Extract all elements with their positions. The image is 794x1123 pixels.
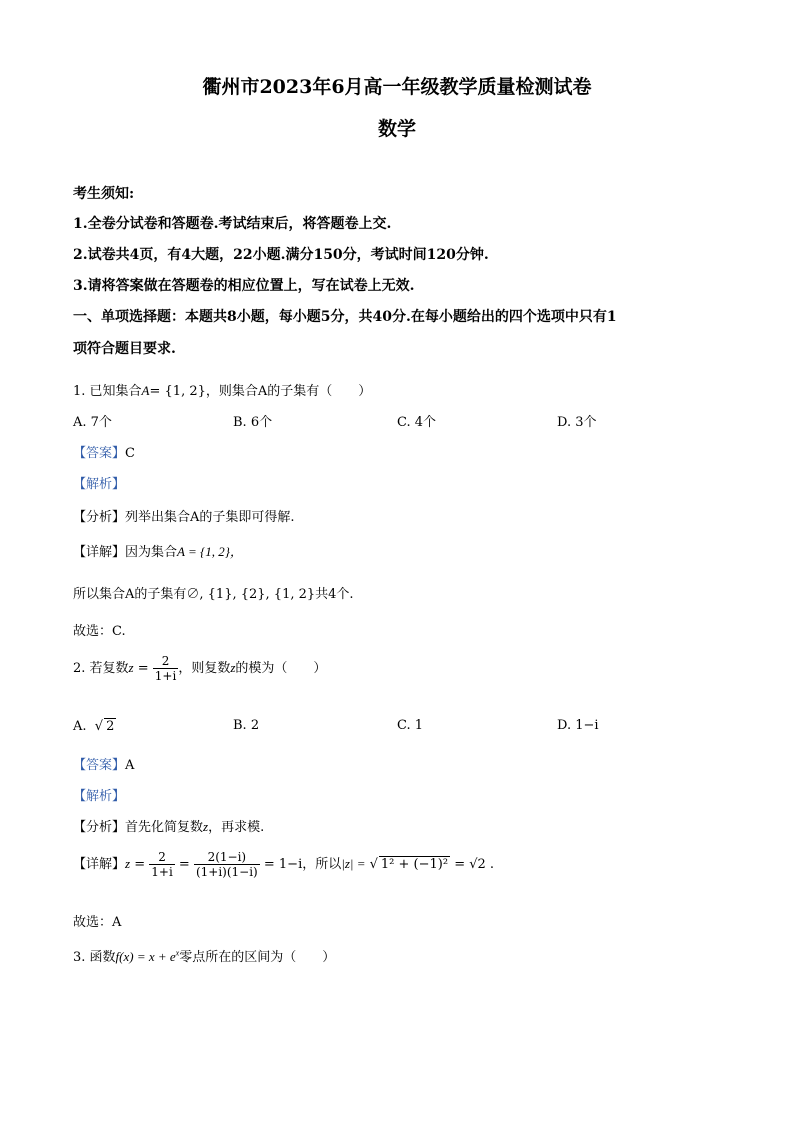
q1-suffix: ，则集合A的子集有（ ） xyxy=(205,384,372,399)
q1-option-b: B. 6个 xyxy=(233,415,273,430)
q2-conclusion: 故选：A xyxy=(73,915,122,930)
q1-option-d: D. 3个 xyxy=(557,415,597,430)
q1-detail-expr: A = {1, 2}， xyxy=(177,544,243,559)
q1-analysis-tag: 【解析】 xyxy=(73,477,126,492)
section1-line2: 项符合题目要求. xyxy=(73,341,176,357)
q1-fenxi-text: 列举出集合A的子集即可得解. xyxy=(125,510,295,525)
q2-fenxi-text2: ，再求模. xyxy=(208,820,265,835)
answer-tag: 【答案】 xyxy=(73,446,126,461)
notice-item-3: 3.请将答案做在答题卷的相应位置上，写在试卷上无效. xyxy=(73,278,415,294)
fenxi-tag: 【分析】 xyxy=(73,820,126,835)
q1-set-val: = {1, 2} xyxy=(149,384,206,399)
q2-detail-frac2 xyxy=(194,850,260,879)
q2-answer-value: A xyxy=(125,758,135,773)
q2-answer xyxy=(73,754,134,773)
q2-analysis-tag: 【解析】 xyxy=(73,789,126,804)
exam-title: 衢州市2023年6月高一年级教学质量检测试卷 xyxy=(202,76,592,98)
q2-fenxi xyxy=(73,816,264,835)
q1-fenxi xyxy=(73,506,295,525)
q2-detail-frac2-num: 2(1−i) xyxy=(194,850,260,865)
fenxi-tag: 【分析】 xyxy=(73,510,126,525)
q2-detail-z: z xyxy=(125,856,131,871)
q2-prefix: 2. 若复数 xyxy=(73,661,129,676)
q2-detail-final: = √2 . xyxy=(454,857,495,872)
q2-fraction xyxy=(153,654,179,683)
q2-z2: z xyxy=(230,660,236,675)
q2-stem xyxy=(73,654,326,683)
q3-stem xyxy=(73,946,335,965)
detail-tag: 【详解】 xyxy=(73,857,126,872)
q1-detail-text: 因为集合 xyxy=(125,545,178,560)
q2-frac-den: 1+i xyxy=(154,669,177,683)
q2-detail: 【详解】z = $\frac{2}{1+i}$ = $\frac{2(1-i)}{(1+i)(1-i)}$ = 1−i，所以|z| = √ 1² + (−1)² = √2 . xyxy=(73,850,495,879)
q2-option-a-sqrt: 2 xyxy=(106,719,115,734)
exam-subject: 数学 xyxy=(377,118,416,140)
q1-subsets-line: 所以集合A的子集有∅, {1}, {2}, {1, 2}共4个. xyxy=(73,587,354,602)
q3-suffix: 零点所在的区间为（ ） xyxy=(179,950,336,965)
answer-tag: 【答案】 xyxy=(73,758,126,773)
q2-option-b: B. 2 xyxy=(233,718,260,733)
q3-func: f(x) = x + e xyxy=(115,949,176,964)
q2-detail-mod: |z| = xyxy=(341,856,366,871)
q1-prefix: 1. 已知集合 xyxy=(73,384,142,399)
notice-item-1: 1.全卷分试卷和答题卷.考试结束后，将答题卷上交. xyxy=(73,216,392,232)
section1-line1: 一、单项选择题：本题共8小题，每小题5分，共40分.在每小题给出的四个选项中只有1 xyxy=(73,309,617,325)
q1-set-var: A xyxy=(141,383,150,398)
q3-prefix: 3. 函数 xyxy=(73,950,116,965)
q1-detail xyxy=(73,541,243,560)
q2-fenxi-text: 首先化简复数 xyxy=(125,820,204,835)
q2-option-c: C. 1 xyxy=(397,718,424,733)
q2-option-a: A. √ 2 xyxy=(73,719,115,734)
q2-suffix2: 的模为（ ） xyxy=(235,661,327,676)
q2-detail-frac1-num: 2 xyxy=(149,850,175,865)
q2-frac-num: 2 xyxy=(153,654,179,669)
notice-heading: 考生须知: xyxy=(73,186,135,202)
q2-suffix: ，则复数 xyxy=(178,661,231,676)
notice-item-2: 2.试卷共4页，有4大题，22小题.满分150分，考试时间120分钟. xyxy=(73,247,489,263)
q2-detail-frac1-den: 1+i xyxy=(151,865,173,879)
q2-detail-frac2-den: (1+i)(1−i) xyxy=(195,865,258,879)
detail-tag: 【详解】 xyxy=(73,545,126,560)
q2-z: z xyxy=(128,660,134,675)
q3-exp: x xyxy=(175,948,180,958)
q1-answer-value: C xyxy=(125,446,135,461)
q1-stem xyxy=(73,380,371,399)
q1-option-c: C. 4个 xyxy=(397,415,437,430)
q2-detail-mod-text: ，所以 xyxy=(302,857,342,872)
q2-detail-result: = 1−i xyxy=(263,857,303,872)
q2-option-d: D. 1−i xyxy=(557,718,599,733)
q2-fenxi-z: z xyxy=(203,819,209,834)
q1-answer xyxy=(73,442,135,461)
q2-eq: = xyxy=(133,661,153,676)
q2-detail-frac1 xyxy=(149,850,175,879)
q1-conclusion: 故选：C. xyxy=(73,624,126,639)
q1-option-a: A. 7个 xyxy=(73,415,112,430)
q2-detail-sqrt: 1² + (−1)² xyxy=(380,857,449,872)
q2-option-a-label: A. xyxy=(73,719,87,734)
